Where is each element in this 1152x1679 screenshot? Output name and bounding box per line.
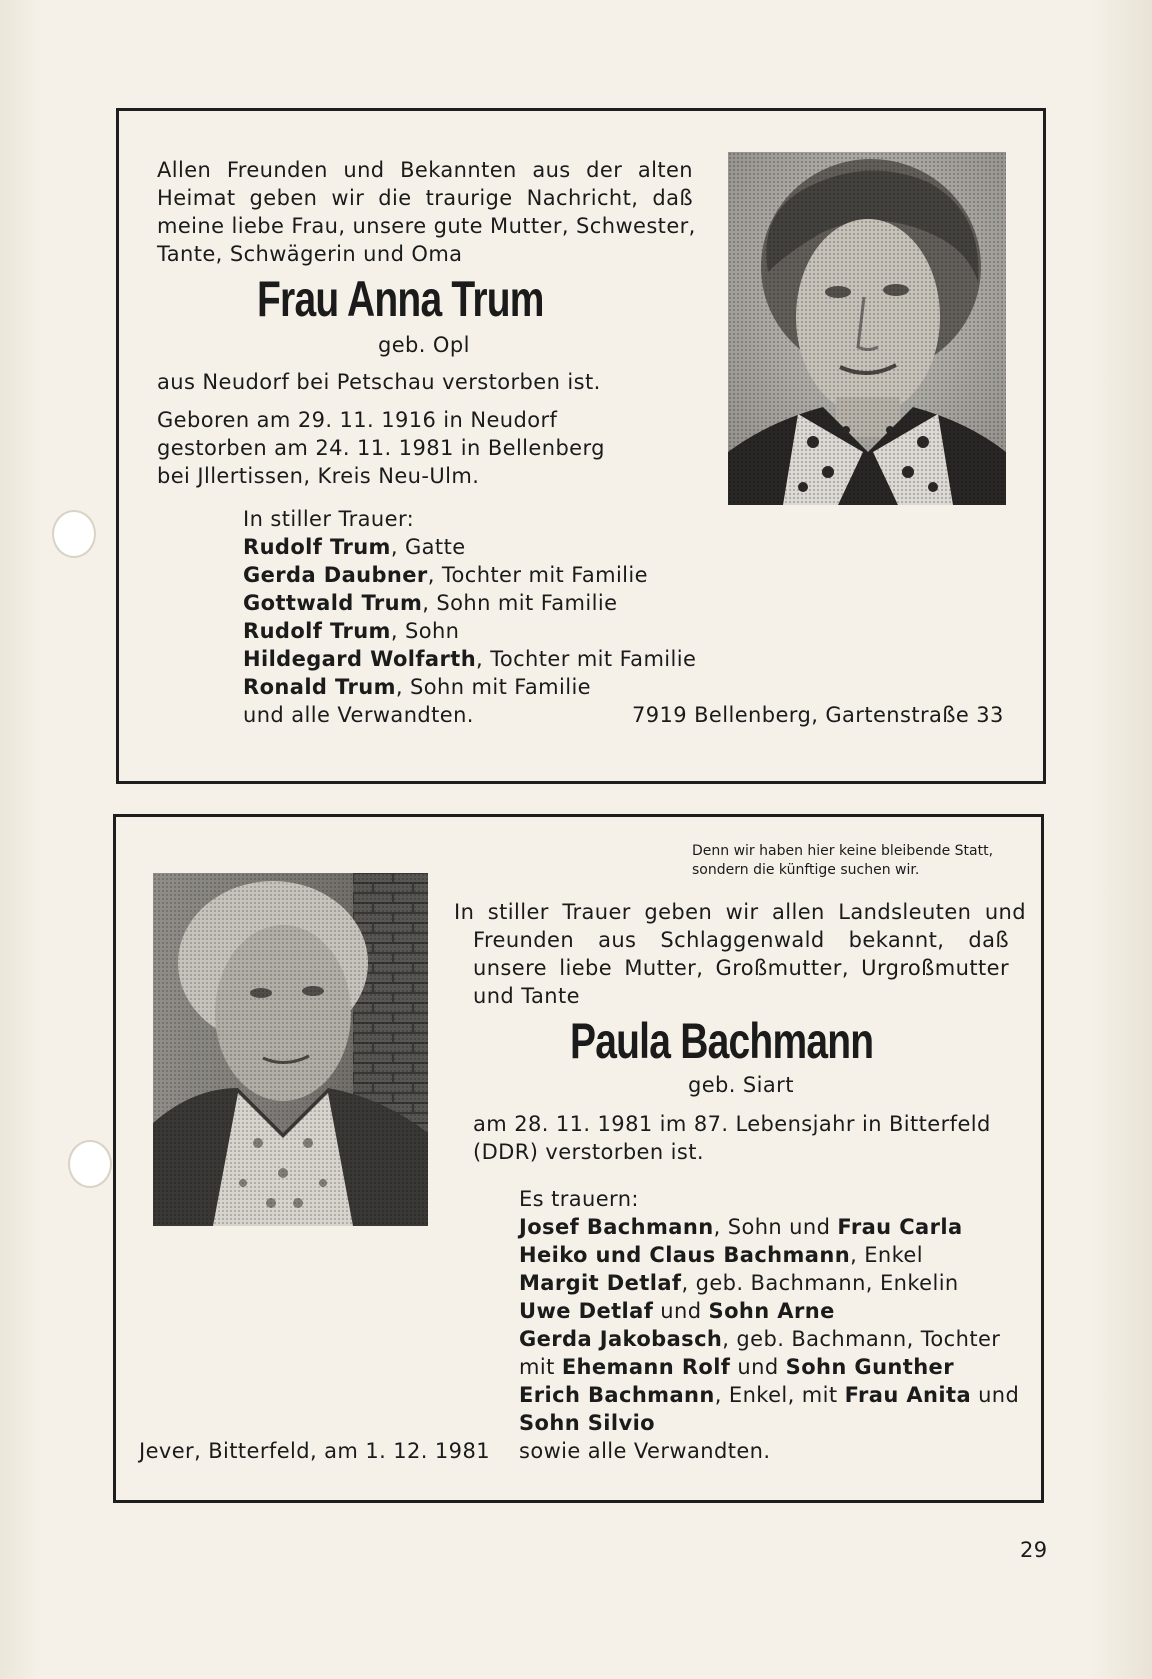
punch-hole-top — [52, 510, 96, 558]
box2-motto-line-1: Denn wir haben hier keine bleibende Statt, — [692, 843, 994, 859]
box1-intro-line-3: meine liebe Frau, unsere gute Mutter, Schwester, — [157, 214, 696, 238]
box2-mourner: Erich Bachmann, Enkel, mit Frau Anita und — [519, 1383, 1020, 1407]
box2-mourner: Josef Bachmann, Sohn und Frau Carla — [519, 1215, 963, 1239]
box1-mourning-intro: In stiller Trauer: — [243, 507, 415, 531]
box2-mourner: Heiko und Claus Bachmann, Enkel — [519, 1243, 923, 1267]
box1-dates-line-3: bei Jllertissen, Kreis Neu-Ulm. — [157, 464, 480, 488]
box2-mourner: Gerda Jakobasch, geb. Bachmann, Tochter — [519, 1327, 1001, 1351]
box1-mourner: Rudolf Trum, Sohn — [243, 619, 460, 643]
box1-mourner: Rudolf Trum, Gatte — [243, 535, 466, 559]
box2-intro-line-1: In stiller Trauer geben wir allen Landsleuten und — [454, 900, 1026, 924]
box2-born-name: geb. Siart — [688, 1073, 794, 1097]
box2-death-line-1: am 28. 11. 1981 im 87. Lebensjahr in Bitterfeld — [473, 1112, 991, 1136]
box1-intro-line-4: Tante, Schwägerin und Oma — [157, 242, 463, 266]
box2-place-date: Jever, Bitterfeld, am 1. 12. 1981 — [139, 1439, 490, 1463]
box2-intro-line-4: und Tante — [473, 984, 580, 1008]
box2-motto-line-2: sondern die künftige suchen wir. — [692, 862, 920, 878]
box1-dates-line-2: gestorben am 24. 11. 1981 in Bellenberg — [157, 436, 605, 460]
box1-dates-line-1: Geboren am 29. 11. 1916 in Neudorf — [157, 408, 558, 432]
box1-mourner: Hildegard Wolfarth, Tochter mit Familie — [243, 647, 697, 671]
box1-intro-line-1: Allen Freunden und Bekannten aus der alten — [157, 158, 693, 182]
box2-mourning-intro: Es trauern: — [519, 1187, 639, 1211]
box1-born-name: geb. Opl — [378, 333, 470, 357]
box2-closing: sowie alle Verwandten. — [519, 1439, 771, 1463]
deceased-name-anna: Frau Anna Trum — [257, 271, 544, 327]
box2-mourner: Sohn Silvio — [519, 1411, 655, 1435]
box1-mourner: Gottwald Trum, Sohn mit Familie — [243, 591, 618, 615]
box2-mourner: Margit Detlaf, geb. Bachmann, Enkelin — [519, 1271, 959, 1295]
box1-closing: und alle Verwandten. — [243, 703, 474, 727]
box2-mourner: mit Ehemann Rolf und Sohn Gunther — [519, 1355, 954, 1379]
box1-intro-line-2: Heimat geben wir die traurige Nachricht, daß — [157, 186, 693, 210]
portrait-photo-anna-trum — [728, 152, 1006, 505]
deceased-name-paula: Paula Bachmann — [570, 1013, 874, 1069]
box2-death-line-2: (DDR) verstorben ist. — [473, 1140, 704, 1164]
box2-mourner: Uwe Detlaf und Sohn Arne — [519, 1299, 835, 1323]
page-number: 29 — [1020, 1538, 1048, 1562]
portrait-photo-paula-bachmann — [153, 873, 428, 1226]
box1-origin: aus Neudorf bei Petschau verstorben ist. — [157, 370, 601, 394]
box2-intro-line-2: Freunden aus Schlaggenwald bekannt, daß — [473, 928, 1009, 952]
punch-hole-bottom — [68, 1140, 112, 1188]
box1-mourner: Ronald Trum, Sohn mit Familie — [243, 675, 591, 699]
box2-intro-line-3: unsere liebe Mutter, Großmutter, Urgroßmutter — [473, 956, 1009, 980]
box1-address: 7919 Bellenberg, Gartenstraße 33 — [632, 703, 1004, 727]
box1-mourner: Gerda Daubner, Tochter mit Familie — [243, 563, 648, 587]
